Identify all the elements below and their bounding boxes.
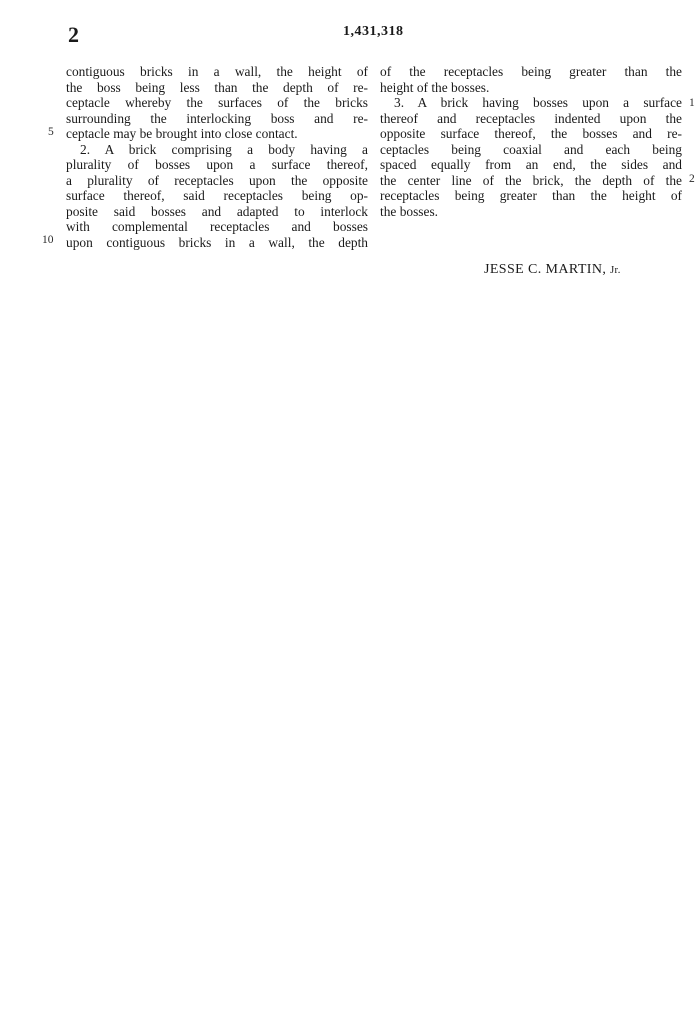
- text-line: the center line of the brick, the depth of the: [380, 172, 682, 188]
- line-number-5: 5: [48, 126, 54, 138]
- text-line: surrounding the interlocking boss and re-: [66, 110, 368, 126]
- line-number-15: 1: [689, 97, 695, 109]
- text-line: of the receptacles being greater than the: [380, 64, 682, 79]
- text-line: opposite surface thereof, the bosses and re-: [380, 126, 682, 141]
- page-number: 2: [68, 22, 78, 47]
- text-line: the boss being less than the depth of re-: [66, 79, 368, 95]
- patent-number: 1,431,318: [343, 24, 404, 39]
- text-line: posite said bosses and adapted to interlock: [66, 203, 368, 219]
- inventor-name: JESSE C. MARTIN,: [484, 262, 607, 277]
- text-line: plurality of bosses upon a surface thereof,: [66, 157, 368, 172]
- text-line: upon contiguous bricks in a wall, the depth: [66, 234, 368, 250]
- left-column: [66, 64, 368, 250]
- text-line: ceptacles being coaxial and each being: [380, 141, 682, 157]
- text-line: contiguous bricks in a wall, the height of: [66, 64, 368, 79]
- line-number-20: 2: [689, 173, 695, 185]
- text-line: receptacles being greater than the height of: [380, 188, 682, 203]
- text-line: spaced equally from an end, the sides and: [380, 157, 682, 172]
- claim-2-start: 2. A brick comprising a body having a: [80, 141, 368, 157]
- claim-3-start: 3. A brick having bosses upon a surface: [394, 95, 682, 110]
- text-line: ceptacle whereby the surfaces of the bricks: [66, 95, 368, 110]
- text-line: thereof and receptacles indented upon the: [380, 110, 682, 126]
- inventor-signature: [484, 262, 621, 278]
- text-line: ceptacle may be brought into close contact.: [66, 126, 298, 141]
- right-column: [380, 64, 682, 219]
- line-number-10: 10: [42, 234, 54, 246]
- text-line: surface thereof, said receptacles being op-: [66, 188, 368, 203]
- text-line: the bosses.: [380, 203, 439, 219]
- text-line: height of the bosses.: [380, 79, 490, 95]
- text-line: with complemental receptacles and bosses: [66, 219, 368, 234]
- text-line: a plurality of receptacles upon the opposite: [66, 172, 368, 188]
- inventor-suffix: Jr.: [610, 265, 621, 276]
